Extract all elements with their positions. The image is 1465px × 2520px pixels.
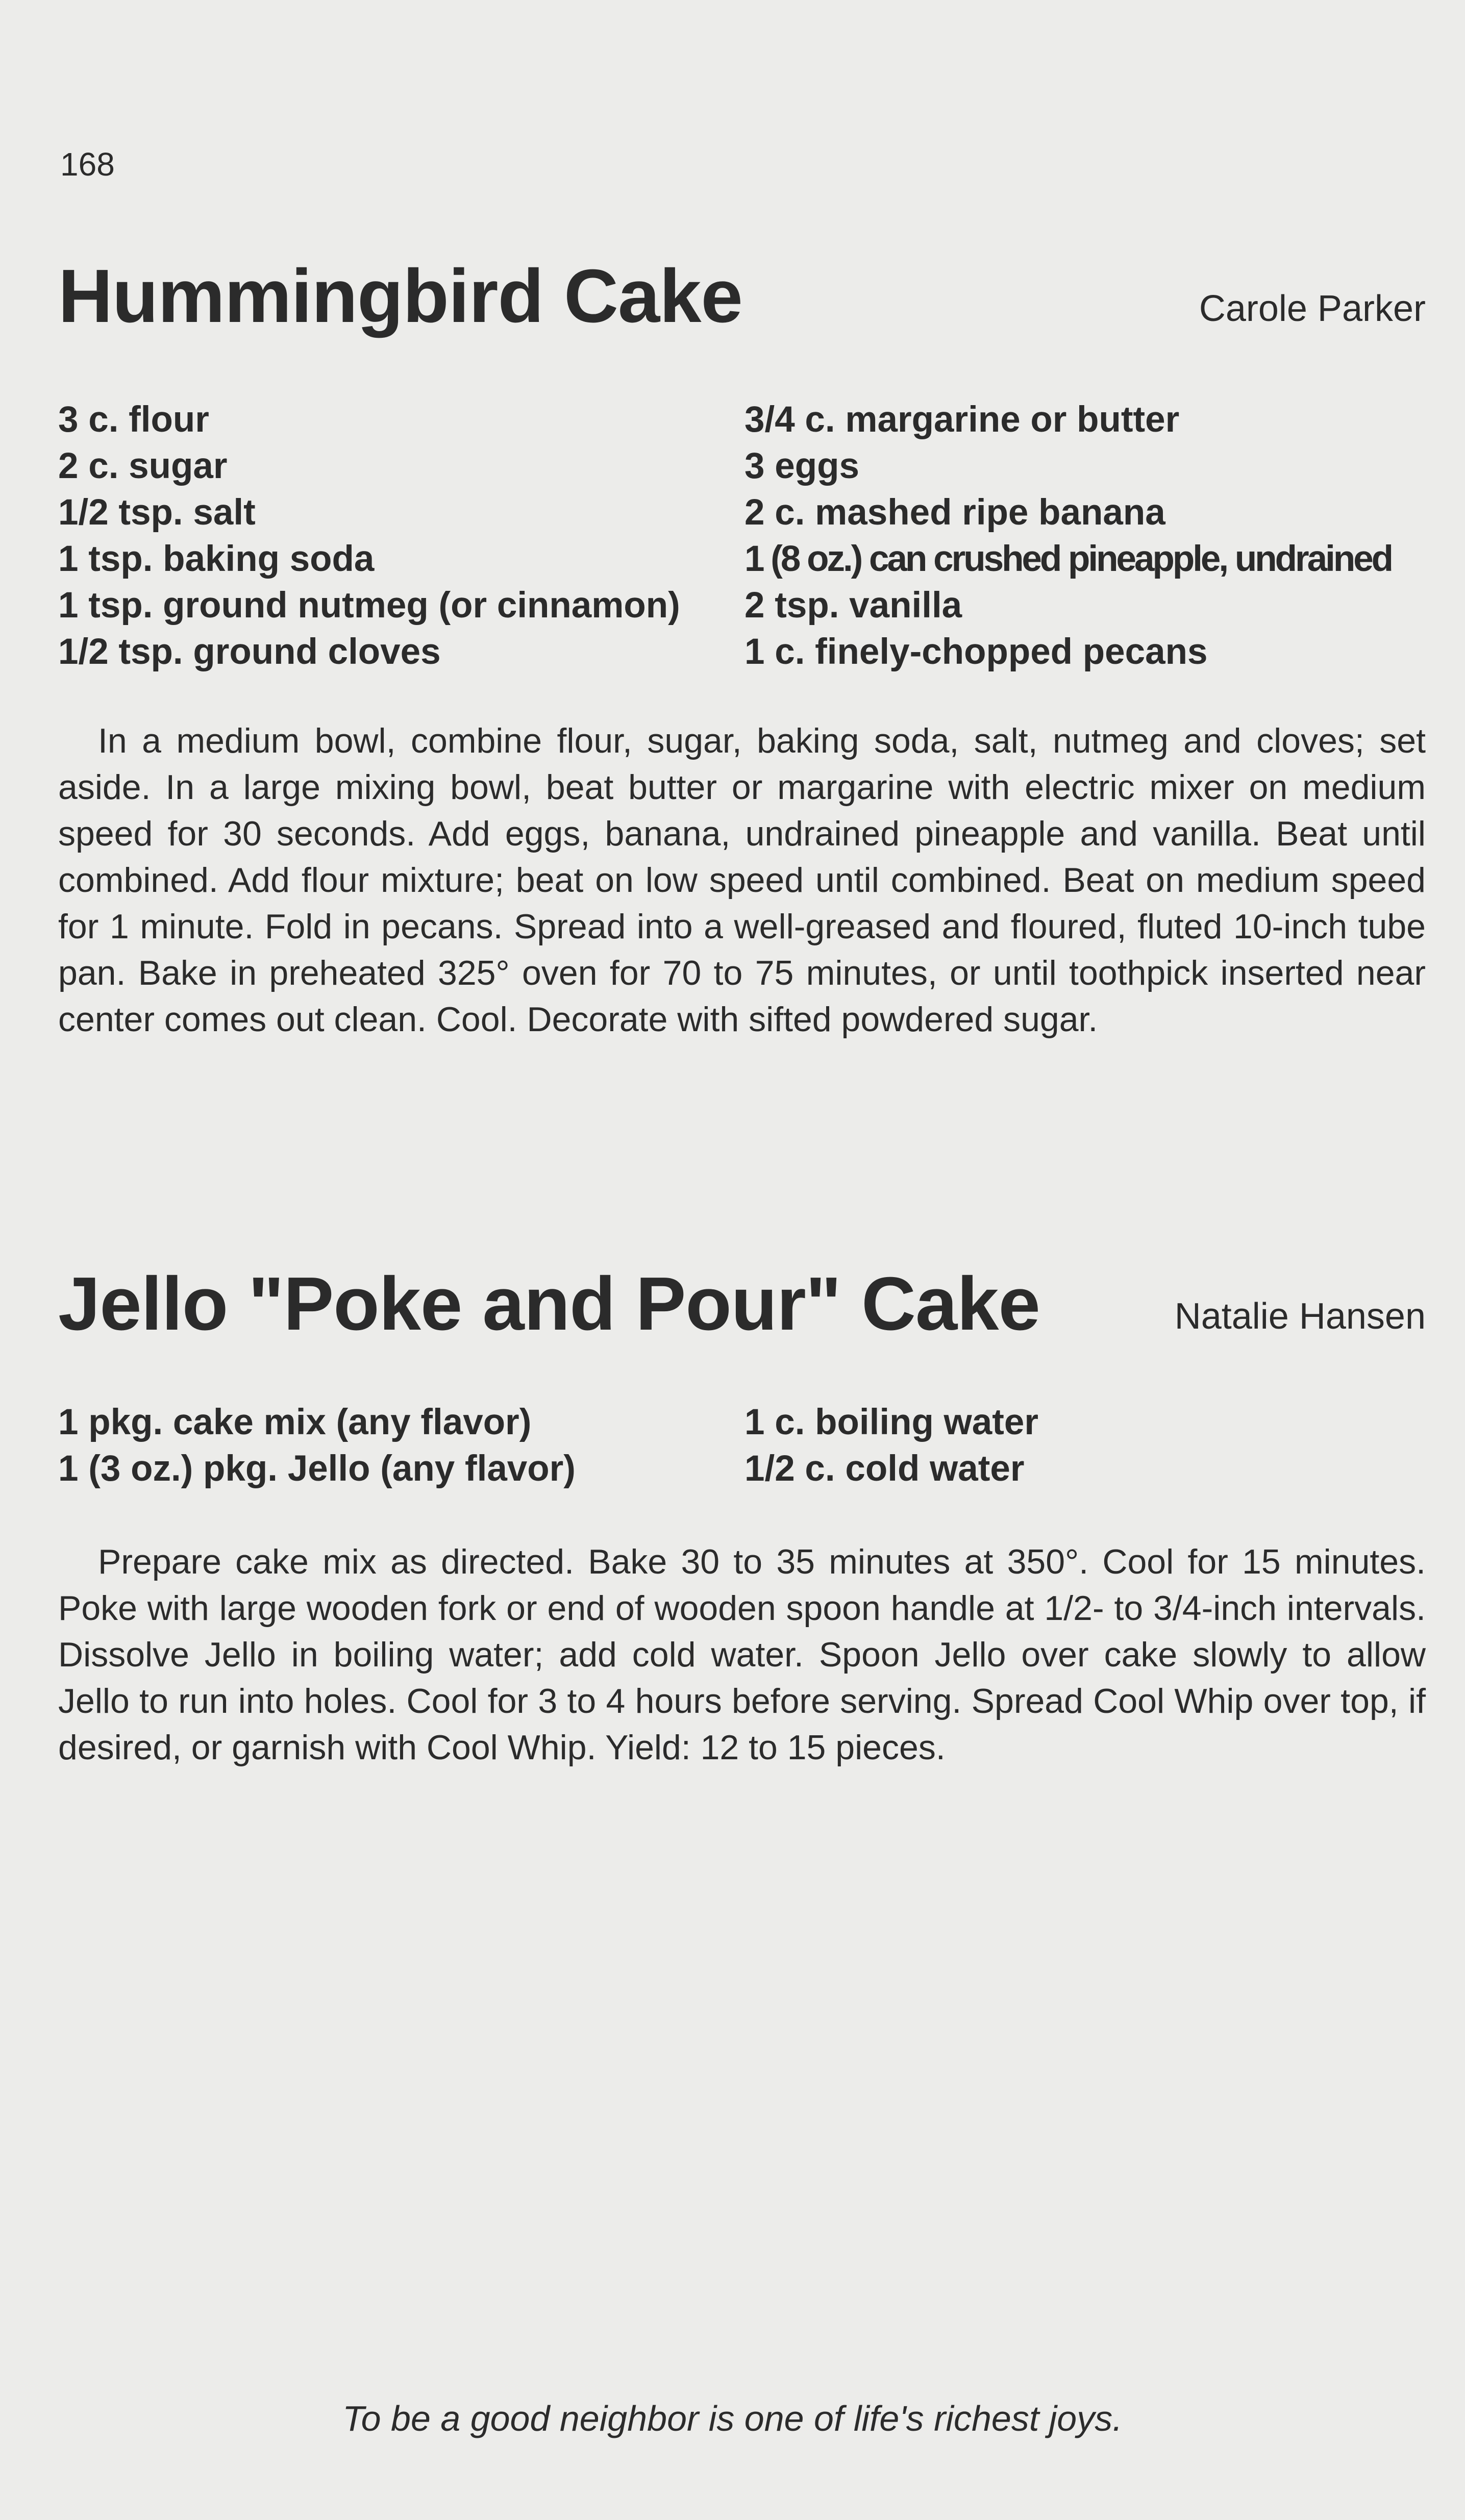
recipe-directions: Prepare cake mix as directed. Bake 30 to 35 minutes at 350°. Cool for 15 minutes. Poke with large wooden fork or end of wooden spoon handle at 1/2- to 3/4-inch intervals. Dissolve Jello in boiling water; add cold water. Spoon Jello over cake slowly to allow Jello to run into holes. Cool for 3 to 4 hours before serving. Spread Cool Whip over top, if desired, or garnish with Cool Whip. Yield: 12 to 15 pieces. [58, 1542, 1426, 1767]
ingredient-item: 1/2 tsp. salt [58, 492, 256, 533]
ingredient-item: 1 tsp. baking soda [58, 539, 375, 579]
ingredient-item: 1 pkg. cake mix (any flavor) [58, 1402, 532, 1442]
ingredient-item: 1 tsp. ground nutmeg (or cinnamon) [58, 585, 680, 626]
ingredient-item: 3 c. flour [58, 400, 209, 440]
ingredients-list [58, 396, 1426, 675]
recipe-author: Natalie Hansen [1174, 1296, 1426, 1337]
recipe-jello-poke-and-pour-cake [58, 1262, 1426, 1771]
recipe-hummingbird-cake [58, 254, 1426, 1043]
ingredient-item: 1 c. boiling water [744, 1402, 1039, 1442]
ingredients-left-column [58, 1399, 744, 1492]
recipe-directions: In a medium bowl, combine flour, sugar, baking soda, salt, nutmeg and cloves; set aside. In a large mixing bowl, beat butter or margarine with electric mixer on medium speed for 30 seconds. Add eggs, banana, undrained pineapple and vanilla. Beat until combined. Add flour mixture; beat on low speed until combined. Beat on medium speed for 1 minute. Fold in pecans. Spread into a well-greased and floured, fluted 10-inch tube pan. Bake in preheated 325° oven for 70 to 75 minutes, or until toothpick inserted near center comes out clean. Cool. Decorate with sifted powdered sugar. [58, 721, 1426, 1039]
footer-quote: To be a good neighbor is one of life's richest joys. [342, 2399, 1123, 2438]
page-number: 168 [60, 146, 115, 183]
ingredient-item: 1 c. finely-chopped pecans [744, 632, 1208, 672]
ingredient-item: 2 c. mashed ripe banana [744, 492, 1165, 533]
ingredient-item: 2 tsp. vanilla [744, 585, 962, 626]
ingredients-right-column [744, 1399, 1426, 1492]
ingredient-item: 1/2 c. cold water [744, 1449, 1025, 1489]
ingredient-item: 1 (3 oz.) pkg. Jello (any flavor) [58, 1449, 576, 1489]
recipe-title: Jello "Poke and Pour" Cake [58, 1262, 1040, 1346]
recipe-header [58, 254, 1426, 338]
ingredient-item: 3/4 c. margarine or butter [744, 400, 1180, 440]
ingredient-item: 3 eggs [744, 446, 859, 486]
recipe-title: Hummingbird Cake [58, 254, 742, 338]
ingredient-item: 1 (8 oz.) can crushed pineapple, undrained [744, 539, 1392, 579]
ingredients-right-column [744, 396, 1426, 675]
ingredient-item: 2 c. sugar [58, 446, 228, 486]
ingredient-item: 1/2 tsp. ground cloves [58, 632, 441, 672]
recipe-header [58, 1262, 1426, 1346]
ingredients-list [58, 1399, 1426, 1492]
recipe-author: Carole Parker [1199, 288, 1426, 329]
ingredients-left-column [58, 396, 744, 675]
